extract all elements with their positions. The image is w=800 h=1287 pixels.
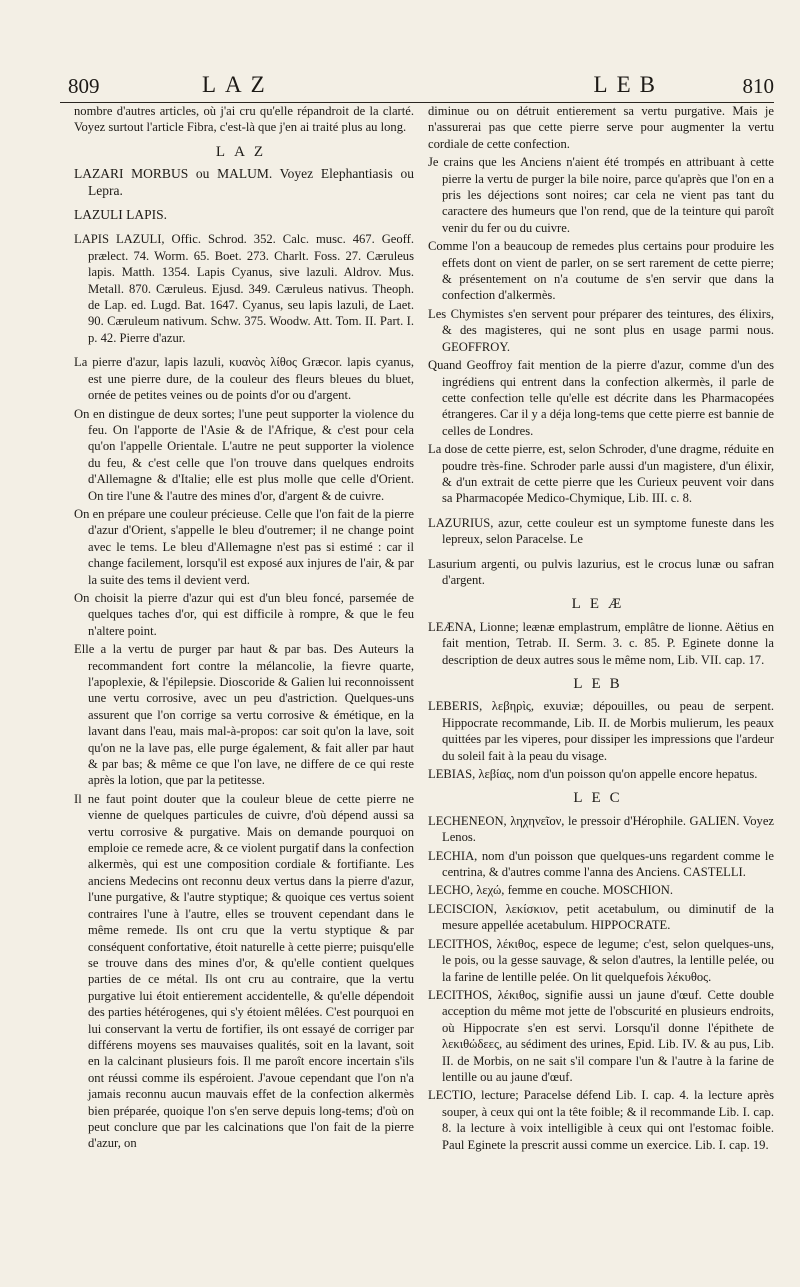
paragraph: On en distingue de deux sortes; l'une peut supporter la violence du feu. On l'apporte de l'Asie & de l'Afrique, & c'est pour cela qu'on l'appelle Orientale. L'autre ne peut supporter la violence du feu, & c'est celle que l'on trouve dans quelques endroits d'Allemagne & d'Italie; elle est plus molle que celle d'Orient. On tire l'une & l'autre des mines d'or, d'argent & de cuivre. bbox=[74, 406, 414, 503]
running-head bbox=[60, 70, 774, 103]
paragraph: Je crains que les Anciens n'aient été trompés en attribuant à cette pierre la vertu de purger la bile noire, parce qu'après que l'on en a pris les déjections sont noires; car cela ne vient pas tant du caractere des humeurs que l'on rend, que de la teinture qui paroît venir du fer ou du cuivre. bbox=[428, 155, 774, 235]
entry-lecithos-second: LECITHOS, λέκιθος, signifie aussi un jaune d'œuf. Cette double acception du même mot jette de l'obscurité en plusieurs endroits, où Hippocrate s'en est servi. Lorsqu'il donne l'épithete de λεκιθώδεες, au sédiment des urines, Epid. Lib. IV. & au pus, Lib. II. de Morbis, on ne sait s'il compare l'un & l'autre à la farine de lentille ou au jaune d'œuf. bbox=[428, 987, 774, 1084]
paragraph: Comme l'on a beaucoup de remedes plus certains pour produire les effets dont on vient de parler, on se sert rarement de cette pierre; & présentement on n'a coutume de s'en servir que dans la confection d'alkermès. bbox=[428, 239, 774, 303]
entry-lecischion: LECISCION, λεκίσκιον, petit acetabulum, ou diminutif de la mesure appellée acetabulum. HIPPOCRATE. bbox=[428, 901, 774, 933]
paragraph: On choisit la pierre d'azur qui est d'un bleu foncé, parsemée de quelques taches d'or, qui est difficile à rompre, & que le feu n'altere point. bbox=[74, 590, 414, 638]
entry-lebias: LEBIAS, λεβίας, nom d'un poisson qu'on appelle encore hepatus. bbox=[428, 767, 758, 782]
section-heading-leb: LEB bbox=[573, 676, 629, 692]
entry-lechia: LECHIA, nom d'un poisson que quelques-uns regardent comme le centrina, & d'autres comme l'anna des Anciens. CASTELLI. bbox=[428, 848, 774, 880]
paragraph: Les Chymistes s'en servent pour préparer des teintures, des élixirs, & des magisteres, qui ne sont plus en usage parmi nous. GEOFFROY. bbox=[428, 306, 774, 354]
paragraph: La dose de cette pierre, est, selon Schroder, d'une dragme, réduite en poudre très-fine. Schroder parle aussi d'un magistere, d'un élixir, & d'un extrait de cette pierre que les Curieux peuvent voir dans sa Pharmacopée Medico-Chymique, Lib. III. c. 8. bbox=[428, 442, 774, 506]
right-column bbox=[428, 103, 774, 1283]
section-heading-laz: LAZ bbox=[215, 143, 273, 160]
left-column bbox=[74, 103, 414, 1283]
section-heading-leae: LEÆ bbox=[571, 596, 631, 613]
catchword-right: LEB bbox=[593, 72, 664, 97]
entry-lasurium: Lasurium argenti, ou pulvis lazurius, est le crocus lunæ ou safran d'argent. bbox=[428, 556, 774, 587]
paragraph: Elle a la vertu de purger par haut & par bas. Des Auteurs la recommandent fort contre la mélancolie, la fievre quarte, l'apoplexie, & l'épilepsie. Dioscoride & Galien lui reconnoissent une vertu corrosive, avec un peu d'astriction. Quelques-uns assurent que l'on corrige sa vertu corrosive & émétique, en la lavant dans l'eau, mais mal-à-propos: car soit qu'on la lave, soit qu'on ne la lave pas, elle purge également, & fait aller par haut & par bas; & même ce que l'on lave, ne differe de ce qui reste après la lotion, que par la petitesse. bbox=[74, 642, 414, 788]
entry-lecho: LECHO, λεχώ, femme en couche. MOSCHION. bbox=[428, 883, 673, 898]
intro-paragraph: nombre d'autres articles, où j'ai cru qu'elle répandroit de la clarté. Voyez surtout l'article Fibra, c'est-là que j'en ai traité plus au long. bbox=[74, 104, 414, 135]
continued-paragraph: diminue ou on détruit entierement sa vertu purgative. Mais je n'assurerai pas que cette pierre serve pour augmenter la vertu cordiale de cette confection. bbox=[428, 104, 774, 151]
paragraph: Il ne faut point douter que la couleur bleue de cette pierre ne vienne de quelques particules de cuivre, d'où dépend aussi sa vertu corrosive & purgative. Mais on demande pourquoi on emploie ce remede acre, & ce violent purgatif dans la confection alkermès, qui est une composition cordiale & fortifiante. Les anciens Medecins ont reconnu deux vertus dans la pierre d'azur, l'une purgative, & l'autre styptique; & quoique ces vertus soient contraires l'une à l'autre, elles se trouvent cependant dans le même remede. Ils ont cru que la vertu styptique & par conséquent confortative, étoit naturelle à cette pierre; puisqu'elle se trouve dans des mines d'or, & qu'elle contient quelques parties de ce métal. Ils ont cru au contraire, que la vertu purgative lui étoit entierement accidentelle, & qu'elle dépendoit des parties hétérogenes, qui s'y étoient mêlées. C'est pourquoi en lui conservant la vertu de fortifier, ils ont essayé de corriger par différens moyens ses mauvaises qualités, soit en la lavant, soit en la calcinant plusieurs fois. Il me paroît encore incertain s'ils ont réussi comme ils espéroient. J'avoue cependant que l'on n'a jamais reconnu aucun mauvais effet de la confection alkermès bien préparée, quoique l'on s'en serve depuis long-tems; d'où on peut conclure que par les calcinations que l'on fait de la pierre d'azur, on bbox=[74, 791, 414, 1151]
entry-lazuli-references: LAPIS LAZULI, Offic. Schrod. 352. Calc. musc. 467. Geoff. prælect. 74. Worm. 65. Boet. 273. Charlt. Foss. 27. Cæruleus lapis. Matth. 1354. Lapis Cyanus, sive lazuli. Aldrov. Mus. Metall. 870. Cæruleus. Ejusd. 349. Cæruleus nativus. Theoph. de Lap. ed. Lugd. Bat. 1647. Cyanus, seu lapis lazuli, de Laet. 90. Cæruleum nativum. Schw. 375. Woodw. Att. Tom. II. Part. I. p. 42. Pierre d'azur. bbox=[74, 232, 414, 345]
entry-leaena: LEÆNA, Lionne; leænæ emplastrum, emplâtre de lionne. Aëtius en fait mention, Tetrab. II. Serm. 3. c. 85. P. Eginete donne la description de deux autres sous le même nom, Lib. VII. cap. 17. bbox=[428, 619, 774, 667]
paragraph: On en prépare une couleur précieuse. Celle que l'on fait de la pierre d'azur d'Orient, s'appelle le bleu d'outremer; il ne change point avec le tems. Le bleu d'Allemagne n'est pas si estimé : car il change facilement, lorsqu'il est exposé aux injures de l'air, & par la suite des tems il devient verd. bbox=[74, 506, 414, 587]
page-number-left: 809 bbox=[68, 74, 100, 98]
section-heading-lec: LEC bbox=[573, 790, 629, 807]
entry-lecithos: LECITHOS, λέκιθος, espece de legume; c'est, selon quelques-uns, le pois, ou la gesse sauvage, & selon d'autres, la lentille pelée, ou la farine de lentille pelée. On lit quelquefois λέκυθος. bbox=[428, 936, 774, 984]
page-number-right: 810 bbox=[742, 74, 774, 98]
entry-lazari: LAZARI MORBUS ou MALUM. Voyez Elephantiasis ou Lepra. bbox=[74, 166, 414, 198]
entry-lectio: LECTIO, lecture; Paracelse défend Lib. I. cap. 4. la lecture après souper, à ceux qui ont la tête foible; & il recommande Lib. I. cap. 8. la lecture à voix intelligible à ceux qui ont l'estomac foible. Paul Eginete la prescrit aussi comme un exercice. Lib. I. cap. 19. bbox=[428, 1088, 774, 1152]
entry-lazurius: LAZURIUS, azur, cette couleur est un symptome funeste dans les lepreux, selon Paracelse. Le bbox=[428, 515, 774, 547]
paragraph: Quand Geoffroy fait mention de la pierre d'azur, comme d'un des ingrédiens qui entrent dans la confection alkermès, il parle de cette confection telle qu'elle est décrite dans les Pharmacopées étrangeres. Car il y a déja long-tems que cette pierre est bannie de celles de Londres. bbox=[428, 358, 774, 438]
paragraph: La pierre d'azur, lapis lazuli, κυανὸς λίθος Græcor. lapis cyanus, est une pierre dure, de la couleur des fleurs bleues du bluet, ornée de petites veines ou de points d'or ou d'argent. bbox=[74, 355, 414, 403]
entry-lazuli-title: LAZULI LAPIS. bbox=[74, 207, 167, 223]
entry-lecheneon: LECHENEON, ληχηνεῖον, le pressoir d'Hérophile. GALIEN. Voyez Lenos. bbox=[428, 813, 774, 845]
catchword-left: LAZ bbox=[202, 72, 274, 97]
entry-leberis: LEBERIS, λεβηρὶς, exuviæ; dépouilles, ou peau de serpent. Hippocrate recommande, Lib. II. de Morbis mulierum, les peaux quittées par les viperes, pour dissiper les impressions que l'ardeur du soleil fait à la peau du visage. bbox=[428, 699, 774, 763]
